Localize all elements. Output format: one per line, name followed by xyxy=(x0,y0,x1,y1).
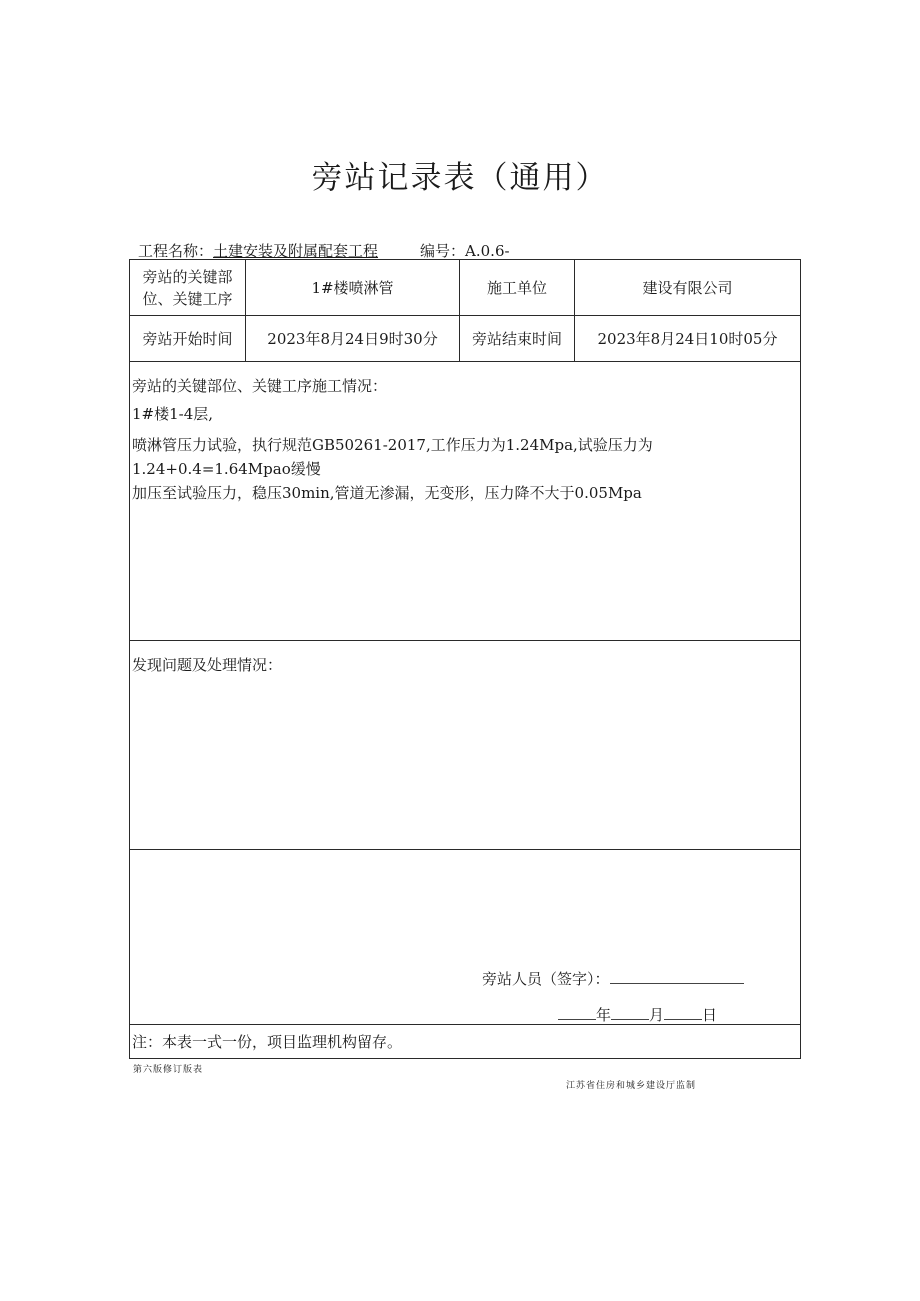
start-label: 旁站开始时间 xyxy=(142,330,233,348)
table-row xyxy=(130,850,801,1025)
key-value-cell xyxy=(246,260,460,316)
issues-heading: 发现问题及处理情况： xyxy=(132,656,283,674)
project-label: 工程名称： xyxy=(138,242,214,260)
issues-section xyxy=(130,641,801,850)
key-label: 旁站的关键部位、关键工序 xyxy=(142,267,233,308)
project-name: 土建安装及附属配套工程 xyxy=(213,242,379,260)
signature-label: 旁站人员（签字）： xyxy=(482,970,610,988)
table-row xyxy=(130,316,801,362)
table-row xyxy=(130,362,801,641)
footer-edition: 第六版修订版表 xyxy=(133,1065,204,1075)
note-cell xyxy=(130,1025,801,1059)
signature-date xyxy=(558,1004,717,1025)
signature-section xyxy=(130,850,801,1025)
end-value: 2023年8月24日10时05分 xyxy=(597,330,778,348)
unit-value-cell xyxy=(575,260,801,316)
footer-issuer: 江苏省住房和城乡建设厅监制 xyxy=(566,1081,697,1091)
day-field[interactable] xyxy=(664,1005,702,1020)
record-table xyxy=(129,259,801,1059)
month-label: 月 xyxy=(649,1006,665,1024)
form-number: 编号：A.0.6- xyxy=(420,242,510,260)
construction-heading: 旁站的关键部位、关键工序施工情况： xyxy=(132,377,388,395)
note-text: 注：本表一式一份，项目监理机构留存。 xyxy=(132,1032,403,1051)
construction-line: 喷淋管压力试验，执行规范GB50261-2017,工作压力为1.24Mpa,试验压力为1.24+0.4=1.64Mpao缓慢 xyxy=(132,436,653,478)
key-label-cell xyxy=(130,260,246,316)
signature-field[interactable] xyxy=(610,969,744,984)
unit-value: 建设有限公司 xyxy=(642,279,733,297)
month-field[interactable] xyxy=(611,1005,649,1020)
unit-label: 施工单位 xyxy=(486,279,547,297)
end-label: 旁站结束时间 xyxy=(471,330,562,348)
construction-line: 1#楼1-4层, xyxy=(132,405,214,423)
construction-line: 加压至试验压力，稳压30min,管道无渗漏，无变形，压力降不大于0.05Mpa xyxy=(132,484,642,502)
start-label-cell xyxy=(130,316,246,362)
table-row xyxy=(130,1025,801,1059)
end-value-cell xyxy=(575,316,801,362)
start-value: 2023年8月24日9时30分 xyxy=(267,330,438,348)
page-title: 旁站记录表（通用） xyxy=(311,160,609,196)
signature-line xyxy=(482,968,744,989)
key-value: 1#楼喷淋管 xyxy=(311,279,394,297)
day-label: 日 xyxy=(702,1006,718,1024)
table-row xyxy=(130,641,801,850)
unit-label-cell xyxy=(460,260,575,316)
form-meta xyxy=(138,240,510,261)
year-label: 年 xyxy=(596,1006,612,1024)
end-label-cell xyxy=(460,316,575,362)
year-field[interactable] xyxy=(558,1005,596,1020)
start-value-cell xyxy=(246,316,460,362)
construction-section xyxy=(130,362,801,641)
table-row xyxy=(130,260,801,316)
